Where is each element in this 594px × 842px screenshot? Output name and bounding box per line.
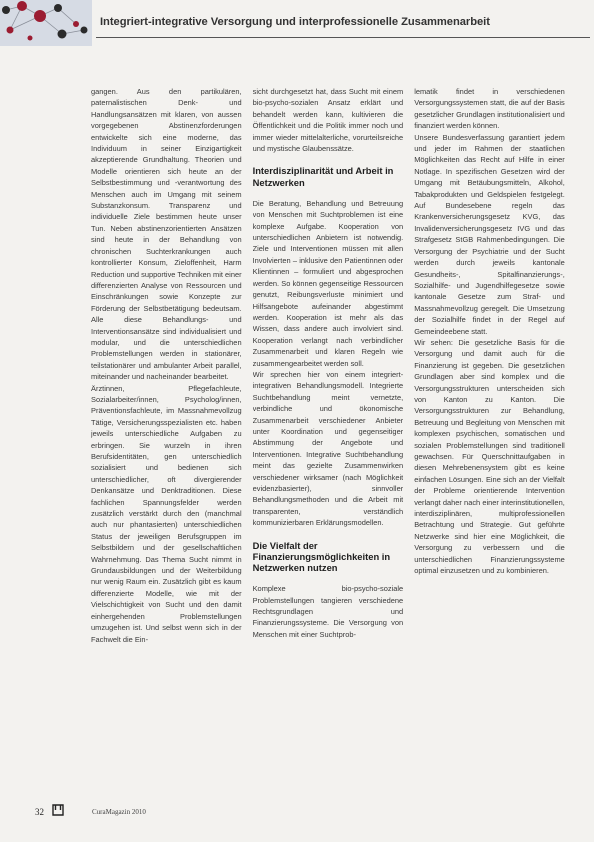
header-rule — [96, 37, 590, 38]
page-number: 32 — [35, 807, 44, 817]
column-3 — [414, 86, 565, 808]
journal-logo-icon — [52, 804, 64, 816]
paragraph: Die Beratung, Behandlung und Betreuung von Menschen mit Suchtproblemen ist eine komplexe Aufgabe. Kooperation von unterschiedlichen Anbietern ist notwendig. Ziele und Interventionen müssen mit allen Involvierten – inklusive den Patientinnen oder Klientinnen – formuliert und abgesprochen werden. So können gegenseitige Ressourcen genutzt, Reibungsverluste minimiert und Hilfsangebote aufeinander abgestimmt werden. Kooperation ist mehr als das Wissen, dass andere auch involviert sind. Kooperation verlangt nach verbindlicher Zusammenarbeit und klaren Regeln wie zusammengearbeitet werden soll. — [252, 198, 404, 368]
paragraph: sicht durchgesetzt hat, dass Sucht mit einem bio-psycho-sozialen Ansatz erklärt und behandelt werden kann, kultivieren die Öffentlichkeit und die Politik immer noch und immer wieder mittelalterliche, vorurteilsreiche und mystische Glaubenssätze. — [252, 87, 404, 154]
paragraph: Ärztinnen, Pflegefachleute, Sozialarbeiter/innen, Psycholog/innen, Präventionsfachleute, im Massnahmevollzug Tätige, Versicherungsspezialisten etc. haben jeweils unterschiedliche Aufgaben zu erbringen. Sie wurzeln in ihren Berufsidentitäten, gen unterschiedlich sozialisiert und bedienen sich unterschiedlicher, oft divergierender Denkansätze und Denktraditionen. Diese fachlichen Spannungsfelder werden zusätzlich verstärkt durch den (manchmal auch nur phantasierten) unterschiedlichen Status der jeweiligen Berufsgruppen im Selbstbildern und der gesellschaftlichen Wahrnehmung. Das Thema Sucht nimmt in Grundausbildungen und der Weiterbildung nur wenig Raum ein. Zusätzlich gibt es kaum differenzierte Modelle, wie mit der Vielschichtigkeit von Sucht und den damit einhergehenden Problemstellungen umzugehen ist. Und selbst wenn sich in der Fachwelt die Ein- — [91, 383, 242, 644]
network-logo-icon — [0, 0, 92, 46]
paragraph: Wir sehen: Die gesetzliche Basis für die Versorgung und damit auch für die Finanzierung ist gegeben. Die gesetzlichen Grundlagen aber sind komplex und die Versorgungsstrukturen unterscheiden sich von Kanton zu Kanton. Die Versorgungsstrukturen zur Behandlung, Betreuung und Begleitung von Menschen mit komplexen psychischen, somatischen und sozialen Problemstellungen sind traditionell gewachsen. Für Querschnittaufgaben in diesen Mehrebenensystem gibt es keine einfachen Lösungen. Eine sich an der Vielfalt der Probleme orientierende Intervention verlangt daher nach einer interinstitutionellen, interdisziplinären, multiprofessionellen Betrachtung und Strategie. Gut geführte Netzwerke sind hier eine Möglichkeit, die Versorgung zu verbessern und die unterschiedlichen Finanzierungssysteme optimal einzusetzen und zu kombinieren. — [414, 337, 565, 576]
running-header-title: Integriert-integrative Versorgung und interprofessionelle Zusammenarbeit — [100, 16, 490, 28]
column-2 — [253, 86, 404, 808]
paragraph: gangen. Aus den partikulären, paternalistischen Denk- und Handlungsansätzen mit klaren, von aussen vorgegebenen Abstinenzforderungen entwickelte sich eine moderne, das Individuum in seiner Einzigartigkeit akzeptierende Grundhaltung. Theorien und Modelle orientieren sich heute an der Selbstbestimmung und -verantwortung des Menschen auch im Umgang mit seinem Substanzkonsum. Transparenz und individuelle Ziele bestimmen heute unser Tun. Neben abstinenzorientierten Ansätzen sind heute in der Behandlung von chronischen Suchterkrankungen auch kontrollierter Konsum, Zieloffenheit, Harm Reduction und supportive Techniken mit einer differenzierten Analyse von Ressourcen und Einschränkungen sowie Konzepte zur Förderung der Selbstbetätigung bedeutsam. Alle diese Behandlungs- und Interventionsansätze sind individualisiert und modular, und die unterschiedlichen Problemstellungen werden in stationärer, teilstationärer und ambulanter Arbeit parallel, miteinander und nacheinander bearbeitet. — [91, 87, 242, 382]
journal-name: CuraMagazin 2010 — [92, 808, 146, 816]
section-heading: Die Vielfalt der Finanzierungsmöglichkeiten in Netzwerken nutzen — [252, 539, 391, 574]
paragraph: Unsere Bundesverfassung garantiert jedem und jeder im Rahmen der staatlichen Möglichkeiten das Recht auf Hilfe in einer Notlage. In spezifischen Gesetzen wird der Umgang mit Betäubungsmitteln, Alkohol, Tabakprodukten und Geldspielen festgelegt. Auf Bundesebene regeln das Krankenversicherungsgesetz KVG, das Invalidenversicherungsgesetz IVG und das Strafgesetz StGB Rahmenbedingungen. Die Versorgung der Psychiatrie und der Sucht werden durch jeweils kantonale Gesundheits-, Spitalfinanzierungs-, Sozialhilfe- und Jugendhilfegesetze sowie kantonale Gesetze zum Straf- und Massnahmevollzug geregelt. Die Umsetzung der Sozialhilfe findet in der Regel auf Gemeindeebene statt. — [414, 132, 565, 336]
section-heading: Interdisziplinarität und Arbeit in Netzwerken — [252, 165, 394, 188]
paragraph: Komplexe bio-psycho-soziale Problemstellungen tangieren verschiedene Rechtsgrundlagen und Finanzierungssysteme. Die Versorgung von Menschen mit einer Suchtprob- — [252, 584, 404, 639]
paragraph: lematik findet in verschiedenen Versorgungssystemen statt, die auf der Basis gesetzlicher Grundlagen institutionalisiert und finanziert werden können. — [414, 87, 565, 131]
paragraph: Wir sprechen hier von einem integriert-integrativen Behandlungsmodell. Integrierte Suchtbehandlung meint vernetzte, verbindliche und ökonomische Zusammenarbeit verschiedener Anbieter unter Koordination und gegenseitiger Abstimmung der Angebote und Interventionen. Integrative Suchtbehandlung meint das gezielte Zusammenwirken verschiedener wirksamer (nach Möglichkeit evidenzbasierter), sinnvoller Behandlungsmethoden und die Arbeit mit transparenten, verständlich kommunizierbaren Erklärungsmodellen. — [252, 369, 404, 528]
article-body — [91, 86, 565, 808]
column-1 — [91, 86, 242, 808]
